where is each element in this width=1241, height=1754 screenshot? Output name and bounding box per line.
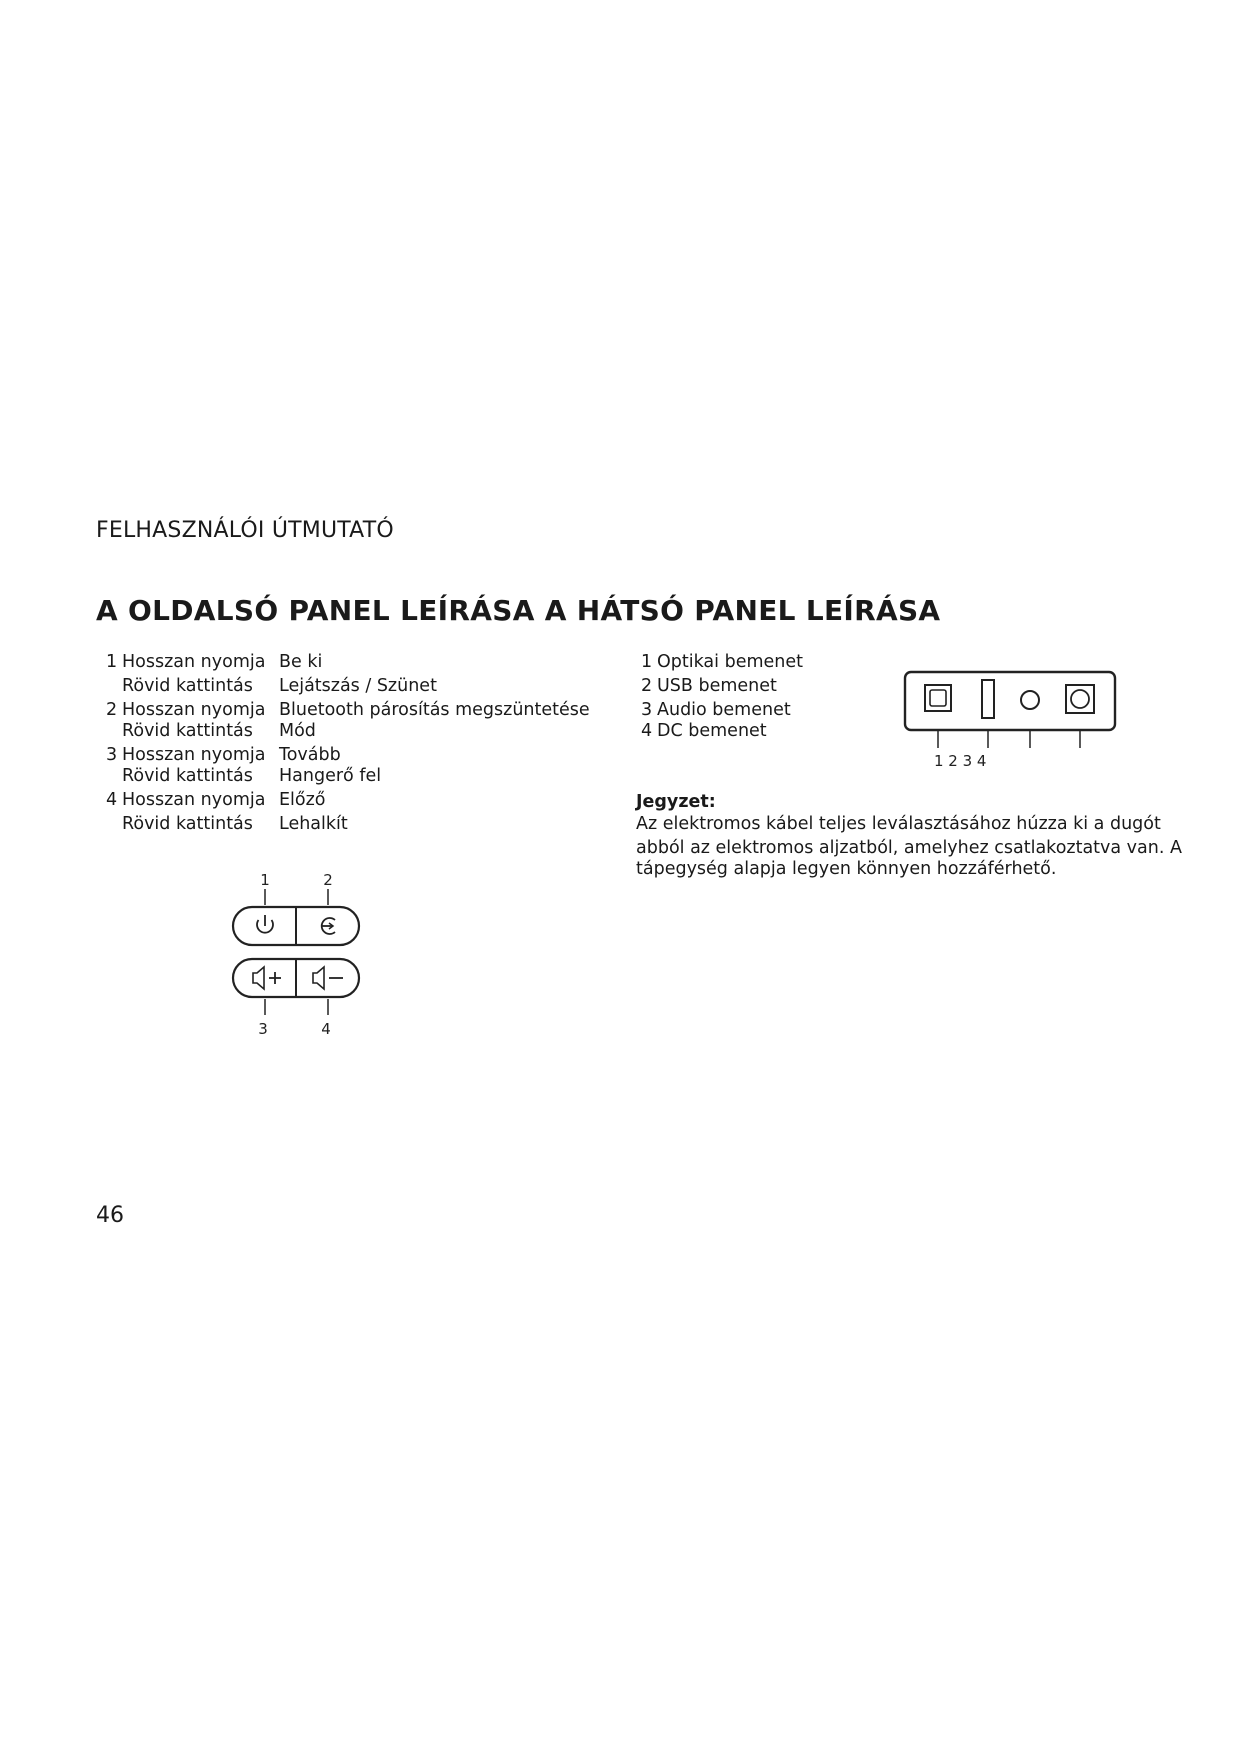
row-action: Mód	[279, 721, 316, 741]
row-action: Tovább	[279, 745, 341, 765]
optical-port-icon	[925, 685, 951, 711]
power-icon	[257, 915, 273, 933]
rear-diagram-caption: 1 2 3 4	[934, 752, 987, 770]
item-number: 4	[641, 721, 653, 741]
row-action: Előző	[279, 790, 326, 810]
diagram-number-1: 1	[260, 871, 270, 889]
row-label: Rövid kattintás	[122, 721, 253, 741]
rear-panel-outline	[905, 672, 1115, 730]
row-number: 1	[106, 652, 118, 672]
row-action: Be ki	[279, 652, 323, 672]
item-number: 3	[641, 700, 653, 720]
row-number: 4	[106, 790, 118, 810]
item-label: Optikai bemenet	[657, 652, 803, 672]
section-title: A OLDALSÓ PANEL LEÍRÁSA A HÁTSÓ PANEL LEÍRÁSA	[96, 594, 941, 627]
row-action: Bluetooth párosítás megszüntetése	[279, 700, 590, 720]
side-panel-diagram	[225, 865, 375, 1045]
row-number: 3	[106, 745, 118, 765]
rear-panel-diagram	[900, 668, 1122, 770]
diagram-number-3: 3	[258, 1020, 268, 1038]
dc-port-icon	[1066, 685, 1094, 713]
item-label: USB bemenet	[657, 676, 777, 696]
row-label: Hosszan nyomja	[122, 700, 266, 720]
note-line: abból az elektromos aljzatból, amelyhez csatlakoztatva van. A	[636, 838, 1182, 858]
note-line: tápegység alapja legyen könnyen hozzáférhető.	[636, 859, 1057, 879]
row-label: Hosszan nyomja	[122, 652, 266, 672]
row-label: Hosszan nyomja	[122, 745, 266, 765]
item-label: Audio bemenet	[657, 700, 791, 720]
row-number: 2	[106, 700, 118, 720]
row-action: Lejátszás / Szünet	[279, 676, 437, 696]
row-label: Rövid kattintás	[122, 814, 253, 834]
usb-port-icon	[982, 680, 994, 718]
row-label: Rövid kattintás	[122, 676, 253, 696]
row-action: Lehalkít	[279, 814, 348, 834]
diagram-number-2: 2	[323, 871, 333, 889]
diagram-number-4: 4	[321, 1020, 331, 1038]
row-label: Rövid kattintás	[122, 766, 253, 786]
item-number: 2	[641, 676, 653, 696]
row-action: Hangerő fel	[279, 766, 382, 786]
volume-down-icon	[313, 967, 343, 989]
item-label: DC bemenet	[657, 721, 767, 741]
audio-jack-icon	[1021, 691, 1039, 709]
note-line: Az elektromos kábel teljes leválasztásához húzza ki a dugót	[636, 814, 1161, 834]
row-label: Hosszan nyomja	[122, 790, 266, 810]
page-number: 46	[96, 1203, 124, 1228]
note-title: Jegyzet:	[636, 792, 716, 812]
mode-input-icon	[321, 918, 335, 934]
running-header: FELHASZNÁLÓI ÚTMUTATÓ	[96, 518, 394, 543]
item-number: 1	[641, 652, 653, 672]
volume-up-icon	[253, 967, 281, 989]
